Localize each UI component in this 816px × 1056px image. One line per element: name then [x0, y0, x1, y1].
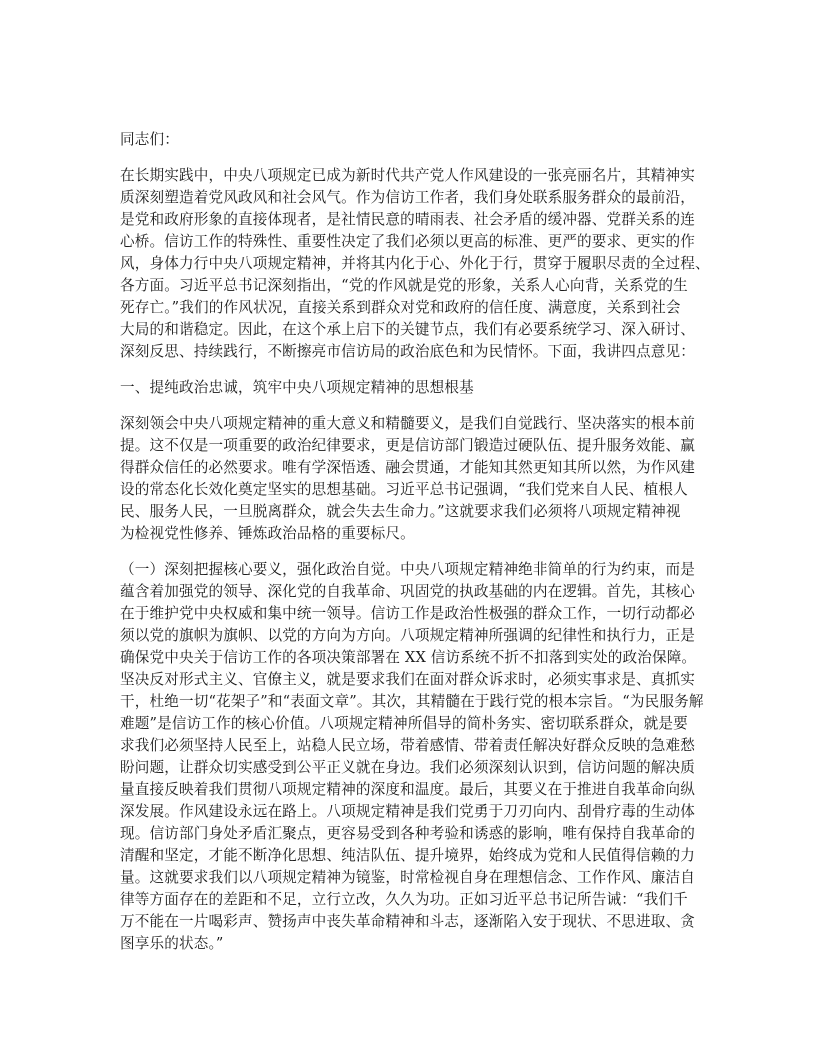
section-line: 深刻领会中央八项规定精神的重大意义和精髓要义，是我们自觉践行、坚决落实的根本前 — [120, 415, 696, 432]
intro-line: 各方面。习近平总书记深刻指出，“党的作风就是党的形象，关系人心向背，关系党的生 — [120, 277, 688, 294]
salutation: 同志们： — [120, 131, 179, 148]
subsection-line: 在于维护党中央权威和集中统一领导。信访工作是政治性极强的群众工作，一切行动都必 — [120, 605, 696, 622]
section-heading: 一、提纯政治忠诚，筑牢中央八项规定精神的思想根基 — [120, 379, 474, 396]
subsection-line: 盼问题，让群众切实感受到公平正义就在身边。我们必须深刻认识到，信访问题的解决质 — [120, 759, 696, 776]
subsection-line: 万不能在一片喝彩声、赞扬声中丧失革命精神和斗志，逐渐陷入安于现状、不思进取、贪 — [120, 913, 696, 930]
intro-line: 深刻反思、持续践行，不断擦亮市信访局的政治底色和为民情怀。下面，我讲四点意见： — [120, 343, 696, 360]
subsection-line: 量直接反映着我们贯彻八项规定精神的深度和温度。最后，其要义在于推进自我革命向纵 — [120, 781, 696, 798]
subsection-line: 现。信访部门身处矛盾汇聚点，更容易受到各种考验和诱惑的影响，唯有保持自我革命的 — [120, 825, 696, 842]
subsection-line: 难题”是信访工作的核心价值。八项规定精神所倡导的简朴务实、密切联系群众，就是要 — [120, 715, 688, 732]
subsection-line: 须以党的旗帜为旗帜、以党的方向为方向。八项规定精神所强调的纪律性和执行力，正是 — [120, 627, 696, 644]
intro-line: 在长期实践中，中央八项规定已成为新时代共产党人作风建设的一张亮丽名片，其精神实 — [120, 167, 696, 184]
subsection-line: 量。这就要求我们以八项规定精神为镜鉴，时常检视自身在理想信念、工作作风、廉洁自 — [120, 869, 696, 886]
intro-line: 质深刻塑造着党风政风和社会风气。作为信访工作者，我们身处联系服务群众的最前沿， — [120, 189, 696, 206]
subsection-line: 深发展。作风建设永远在路上。八项规定精神是我们党勇于刀刃向内、刮骨疗毒的生动体 — [120, 803, 696, 820]
section-line: 设的常态化长效化奠定坚实的思想基础。习近平总书记强调，“我们党来自人民、植根人 — [120, 481, 688, 498]
subsection-line: 律等方面存在的差距和不足，立行立改，久久为功。正如习近平总书记所告诫：“我们千 — [120, 891, 688, 908]
intro-line: 死存亡。”我们的作风状况，直接关系到群众对党和政府的信任度、满意度，关系到社会 — [120, 299, 681, 316]
section-line: 民、服务人民，一旦脱离群众，就会失去生命力。”这就要求我们必须将八项规定精神视 — [120, 503, 681, 520]
subsection-line: 坚决反对形式主义、官僚主义，就是要求我们在面对群众诉求时，必须实事求是、真抓实 — [120, 671, 696, 688]
intro-line: 风，身体力行中央八项规定精神，并将其内化于心、外化于行，贯穿于履职尽责的全过程、 — [120, 255, 710, 272]
subsection-line: （一）深刻把握核心要义，强化政治自觉。中央八项规定精神绝非简单的行为约束，而是 — [120, 561, 696, 578]
section-line: 得群众信任的必然要求。唯有学深悟透、融会贯通，才能知其然更知其所以然，为作风建 — [120, 459, 696, 476]
intro-line: 心桥。信访工作的特殊性、重要性决定了我们必须以更高的标准、更严的要求、更实的作 — [120, 233, 696, 250]
subsection-line: 蕴含着加强党的领导、深化党的自我革命、巩固党的执政基础的内在逻辑。首先，其核心 — [120, 583, 696, 600]
section-line: 为检视党性修养、锤炼政治品格的重要标尺。 — [120, 525, 415, 542]
subsection-line: 图享乐的状态。” — [120, 935, 224, 952]
subsection-line: 求我们必须坚持人民至上，站稳人民立场，带着感情、带着责任解决好群众反映的急难愁 — [120, 737, 696, 754]
intro-line: 是党和政府形象的直接体现者，是社情民意的晴雨表、社会矛盾的缓冲器、党群关系的连 — [120, 211, 696, 228]
subsection-line: 确保党中央关于信访工作的各项决策部署在 XX 信访系统不折不扣落到实处的政治保障。 — [120, 649, 697, 666]
subsection-line: 干，杜绝一切“花架子”和“表面文章”。其次，其精髓在于践行党的根本宗旨。“为民服务解 — [120, 693, 704, 710]
intro-line: 大局的和谐稳定。因此，在这个承上启下的关键节点，我们有必要系统学习、深入研讨、 — [120, 321, 696, 338]
section-line: 提。这不仅是一项重要的政治纪律要求，更是信访部门锻造过硬队伍、提升服务效能、赢 — [120, 437, 696, 454]
subsection-line: 清醒和坚定，才能不断净化思想、纯洁队伍、提升境界，始终成为党和人民值得信赖的力 — [120, 847, 696, 864]
